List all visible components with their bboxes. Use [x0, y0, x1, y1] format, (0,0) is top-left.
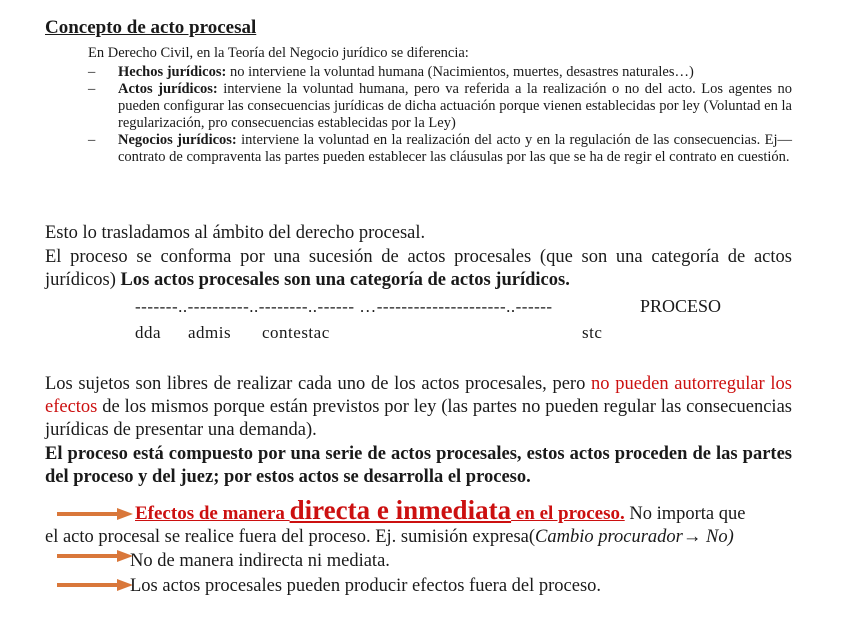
- list-text: no interviene la voluntad humana (Nacimientos, muertes, desastres naturales…): [226, 64, 694, 80]
- dash-bullet: –: [88, 132, 96, 148]
- paragraph-sujetos: [45, 373, 792, 442]
- sujetos-text-a: Los sujetos son libres de realizar cada uno de los actos procesales, pero: [45, 374, 592, 394]
- list-item: [88, 81, 792, 132]
- right-arrow-icon: [55, 577, 135, 593]
- timeline-label-stc: stc: [582, 323, 603, 342]
- list-item: [88, 132, 792, 166]
- effects-line1-rest: No importa que: [624, 504, 746, 524]
- proceso-bold-text: Los actos procesales son una categoría de actos jurídicos.: [120, 270, 570, 290]
- list-term: Hechos jurídicos:: [118, 64, 227, 80]
- list-term: Actos jurídicos:: [118, 81, 218, 97]
- right-arrow-icon: [55, 548, 135, 564]
- effects-line-2: [45, 526, 792, 549]
- right-arrow-icon: [55, 506, 135, 522]
- effects-line-1: [135, 497, 795, 527]
- paragraph-ambito: Esto lo trasladamos al ámbito del derecho procesal.: [45, 223, 426, 243]
- list-term: Negocios jurídicos:: [118, 132, 237, 148]
- effects-title-a: Efectos de manera: [135, 503, 290, 524]
- page-title: Concepto de acto procesal: [45, 17, 257, 38]
- timeline-label-contestac: contestac: [262, 323, 330, 342]
- list-text: interviene la voluntad humana, pero va referida a la realización o no del acto. Los agentes no pueden configurar las consecuencias jurídicas de dicha actuación porque vienen establecidas por ley (Voluntad en la regularización, pro consecuencias establecidas por la Ley): [118, 81, 792, 131]
- legal-facts-list: [88, 64, 792, 166]
- dash-bullet: –: [88, 81, 96, 97]
- intro-text: En Derecho Civil, en la Teoría del Negocio jurídico se diferencia:: [88, 45, 469, 61]
- effects-title-c: en el proceso.: [511, 503, 625, 524]
- dash-bullet: –: [88, 64, 96, 80]
- timeline-label-admis: admis: [188, 323, 232, 342]
- timeline-label-dda: dda: [135, 323, 162, 342]
- paragraph-compuesto: El proceso está compuesto por una serie de actos procesales, estos actos proceden de las partes del proceso y del juez; por estos actos se desarrolla el proceso.: [45, 444, 792, 487]
- sujetos-red-text: no pueden autorregular los efectos: [45, 374, 792, 417]
- effects-line2-italic2: No): [701, 527, 734, 547]
- effects-line2-text: el acto procesal se realice fuera del proceso. Ej. sumisión expresa(: [45, 527, 536, 547]
- proceso-text: El proceso se conforma por una sucesión de actos procesales (que son una categoría de actos jurídicos): [45, 247, 792, 290]
- effects-line2-italic: Cambio procurador: [535, 527, 683, 547]
- timeline-proceso-label: PROCESO: [640, 296, 722, 316]
- effects-title-big: directa e inmediata: [289, 495, 512, 525]
- effects-line-4: Los actos procesales pueden producir efectos fuera del proceso.: [130, 576, 602, 596]
- effects-line2-arrow: →: [682, 527, 702, 547]
- paragraph-proceso: [45, 246, 792, 292]
- list-item: [88, 64, 792, 81]
- sujetos-text-b: de los mismos porque están previstos por ley (las partes no pueden regular las consecuencias jurídicas de presentar una demanda).: [45, 397, 792, 440]
- list-text: interviene la voluntad en la realización del acto y en la regulación de las consecuencias. Ej—contrato de compraventa las partes pueden establecer las cláusulas por las que se ha de regir el contrato en cuestión.: [118, 132, 792, 165]
- effects-line-3: No de manera indirecta ni mediata.: [130, 551, 390, 571]
- timeline-line: -------..----------..--------..------ …---------------------..------: [135, 297, 553, 316]
